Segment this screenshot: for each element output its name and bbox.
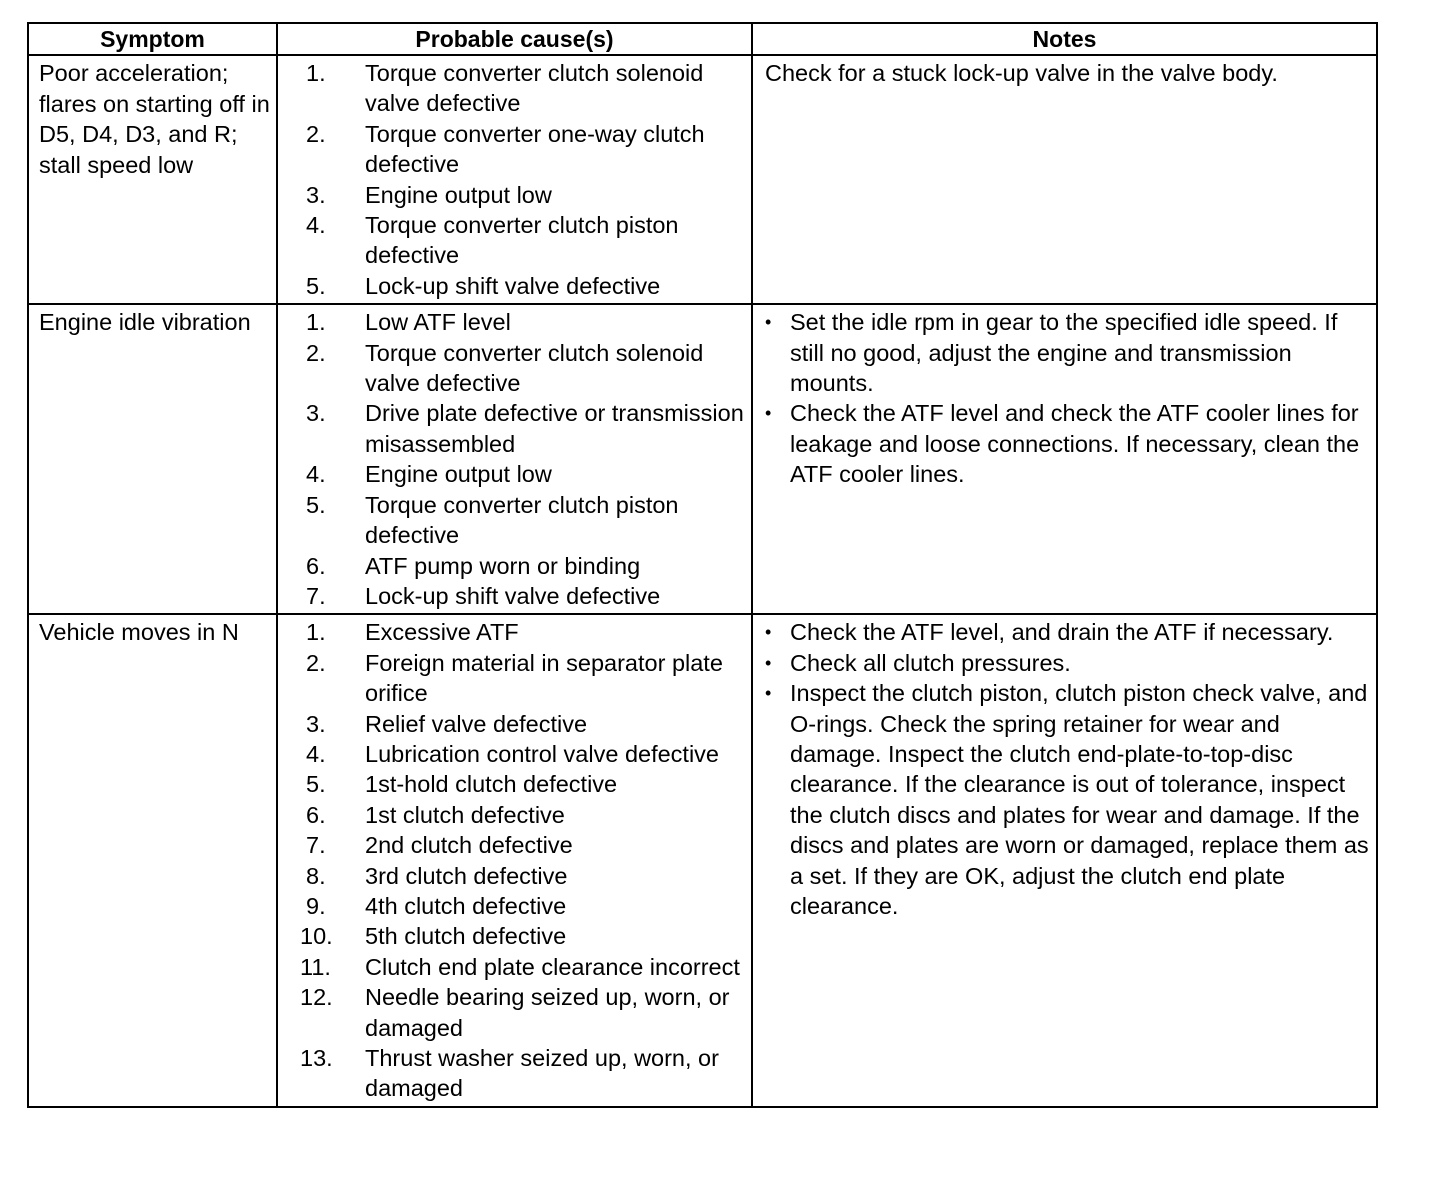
list-item xyxy=(278,180,745,210)
note-list xyxy=(765,617,1370,921)
list-item xyxy=(278,921,745,951)
cause-text: 1st clutch defective xyxy=(365,801,565,828)
cause-number: 2. xyxy=(306,649,326,676)
cause-text: 5th clutch defective xyxy=(365,923,567,950)
cause-number: 5. xyxy=(306,491,326,518)
cause-text: ATF pump worn or binding xyxy=(365,552,641,579)
cause-text: Excessive ATF xyxy=(365,619,519,646)
table-row xyxy=(28,304,1377,614)
notes-cell xyxy=(752,55,1377,304)
list-item xyxy=(278,648,745,709)
cause-number: 3. xyxy=(306,710,326,737)
notes-cell xyxy=(752,304,1377,614)
header-row xyxy=(28,23,1377,55)
bullet-icon: • xyxy=(765,652,772,673)
symptom-cell: Engine idle vibration xyxy=(28,304,277,614)
cause-text: Low ATF level xyxy=(365,309,511,336)
cause-text: Torque converter clutch piston defective xyxy=(365,212,679,269)
header-probable-causes: Probable cause(s) xyxy=(277,23,752,55)
cause-text: Engine output low xyxy=(365,181,552,208)
cause-text: 3rd clutch defective xyxy=(365,862,568,889)
header-notes: Notes xyxy=(752,23,1377,55)
symptom-cell: Poor acceleration; flares on starting off in D5, D4, D3, and R; stall speed low xyxy=(28,55,277,304)
table-row xyxy=(28,55,1377,304)
list-item xyxy=(278,982,745,1043)
list-item xyxy=(278,709,745,739)
note-text: Check for a stuck lock-up valve in the valve body. xyxy=(765,60,1278,86)
note-text: Set the idle rpm in gear to the specified idle speed. If still no good, adjust the engine and transmission mounts. xyxy=(790,309,1338,397)
cause-number: 5. xyxy=(306,771,326,798)
bullet-icon: • xyxy=(765,312,772,333)
cause-number: 10. xyxy=(300,923,333,950)
cause-text: Torque converter clutch piston defective xyxy=(365,491,679,549)
bullet-icon: • xyxy=(765,683,772,704)
list-item xyxy=(765,648,1370,678)
cause-text: Clutch end plate clearance incorrect xyxy=(365,953,740,980)
cause-text: 4th clutch defective xyxy=(365,892,567,919)
cause-list xyxy=(278,58,745,301)
cause-number: 1. xyxy=(306,309,326,336)
list-item xyxy=(278,1043,745,1104)
header-symptom: Symptom xyxy=(28,23,277,55)
bullet-icon: • xyxy=(765,403,772,424)
list-item xyxy=(278,769,745,799)
note-text: Check the ATF level and check the ATF cooler lines for leakage and loose connections. If necessary, clean the ATF cooler lines. xyxy=(790,400,1360,488)
cause-number: 13. xyxy=(300,1045,333,1071)
cause-number: 2. xyxy=(306,339,326,366)
list-item xyxy=(278,952,745,982)
cause-text: Lock-up shift valve defective xyxy=(365,582,661,609)
list-item xyxy=(765,398,1370,489)
cause-list xyxy=(278,617,745,1104)
bullet-icon: • xyxy=(765,622,772,643)
list-item xyxy=(278,800,745,830)
list-item xyxy=(278,891,745,921)
cause-text: Torque converter clutch solenoid valve defective xyxy=(365,339,704,397)
table-row xyxy=(28,614,1377,1107)
list-item xyxy=(278,739,745,769)
symptom-cell: Vehicle moves in N xyxy=(28,614,277,1107)
cause-number: 2. xyxy=(306,120,326,147)
cause-text: Lubrication control valve defective xyxy=(365,740,720,767)
list-item xyxy=(278,581,745,611)
list-item xyxy=(278,861,745,891)
list-item xyxy=(278,617,745,647)
list-item xyxy=(765,307,1370,398)
list-item xyxy=(278,210,745,271)
cause-text: Foreign material in separator plate orifice xyxy=(365,649,723,707)
causes-cell xyxy=(277,614,752,1107)
cause-text: Torque converter one-way clutch defective xyxy=(365,120,705,178)
cause-number: 7. xyxy=(306,832,326,859)
cause-number: 6. xyxy=(306,801,326,828)
cause-text: Lock-up shift valve defective xyxy=(365,272,661,299)
cause-text: 1st-hold clutch defective xyxy=(365,771,618,798)
note-text: Check the ATF level, and drain the ATF if necessary. xyxy=(790,619,1334,646)
list-item xyxy=(278,830,745,860)
cause-text: Drive plate defective or transmission misassembled xyxy=(365,400,744,457)
cause-number: 11. xyxy=(300,953,331,980)
list-item xyxy=(278,307,745,337)
notes-cell xyxy=(752,614,1377,1107)
cause-text: Thrust washer seized up, worn, or damaged xyxy=(365,1045,719,1102)
cause-text: Torque converter clutch solenoid valve defective xyxy=(365,60,704,117)
cause-number: 1. xyxy=(306,60,326,86)
cause-list xyxy=(278,307,745,611)
note-text: Inspect the clutch piston, clutch piston check valve, and O-rings. Check the spring retainer for wear and damage. Inspect the clutch end-plate-to-top-disc clearance. If the clearance is out of tolerance, inspect the clutch discs and plates for wear and damage. If the discs and plates are worn or damaged, replace them as a set. If they are OK, adjust the clutch end plate clearance. xyxy=(790,680,1369,919)
cause-number: 4. xyxy=(306,740,326,767)
note-text: Check all clutch pressures. xyxy=(790,649,1071,676)
cause-text: Engine output low xyxy=(365,461,552,488)
list-item xyxy=(765,678,1370,921)
list-item xyxy=(278,551,745,581)
cause-number: 7. xyxy=(306,582,326,609)
list-item xyxy=(278,58,745,119)
list-item xyxy=(278,338,745,399)
cause-number: 4. xyxy=(306,461,326,488)
causes-cell xyxy=(277,304,752,614)
cause-number: 9. xyxy=(306,892,326,919)
cause-text: Relief valve defective xyxy=(365,710,588,737)
list-item xyxy=(278,271,745,301)
cause-text: 2nd clutch defective xyxy=(365,832,573,859)
cause-number: 6. xyxy=(306,552,326,579)
list-item xyxy=(278,490,745,551)
note-list xyxy=(765,307,1370,489)
list-item xyxy=(278,119,745,180)
cause-number: 8. xyxy=(306,862,326,889)
list-item xyxy=(765,617,1370,647)
troubleshooting-table xyxy=(27,22,1378,1108)
causes-cell xyxy=(277,55,752,304)
cause-number: 12. xyxy=(300,984,333,1011)
cause-text: Needle bearing seized up, worn, or damaged xyxy=(365,984,730,1041)
cause-number: 5. xyxy=(306,272,326,299)
cause-number: 3. xyxy=(306,400,326,427)
cause-number: 3. xyxy=(306,181,326,208)
cause-number: 4. xyxy=(306,212,326,239)
list-item xyxy=(278,459,745,489)
list-item xyxy=(278,398,745,459)
cause-number: 1. xyxy=(306,619,326,646)
